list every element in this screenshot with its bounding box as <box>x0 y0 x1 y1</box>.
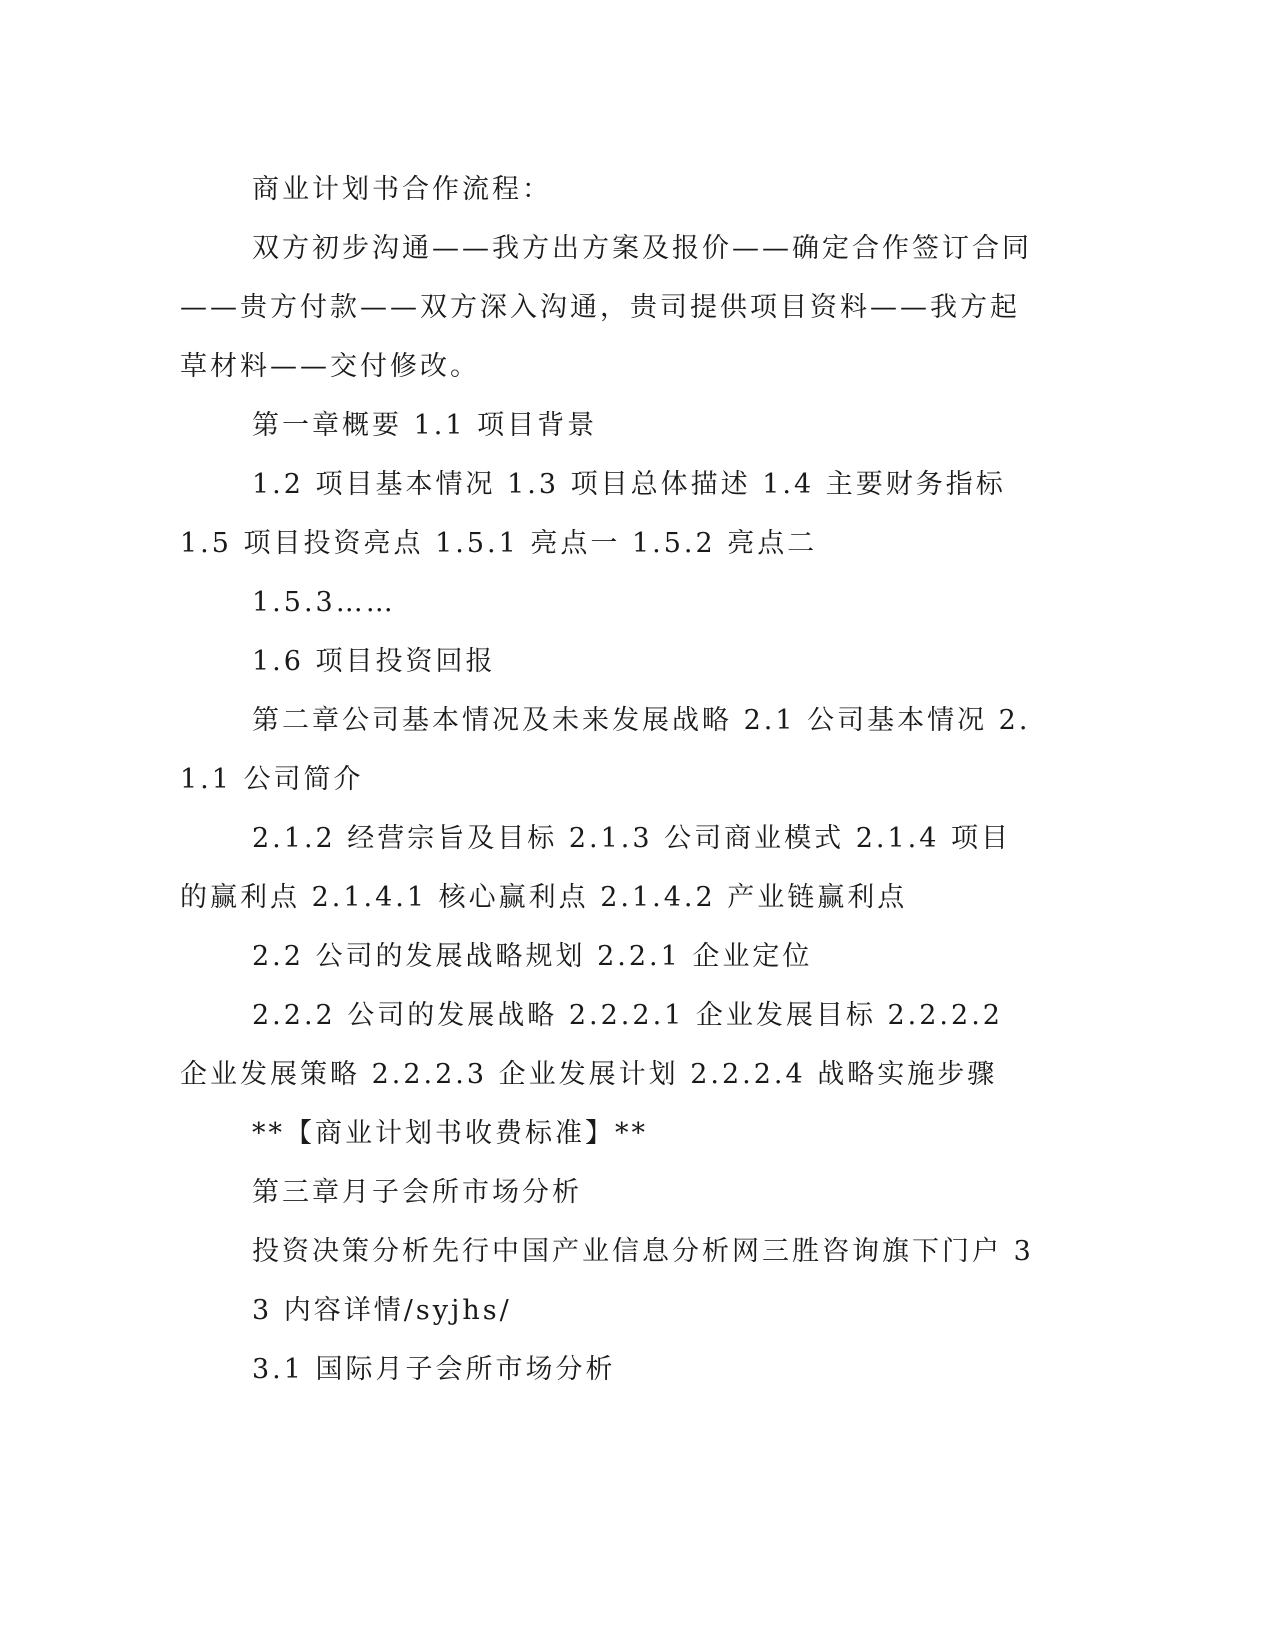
cooperation-process-steps: 双方初步沟通——我方出方案及报价——确定合作签订合同——贵方付款——双方深入沟通，贵司提供项目资料——我方起草材料——交付修改。 <box>180 233 1032 382</box>
chapter-1-sections: 1.2 项目基本情况 1.3 项目总体描述 1.4 主要财务指标 1.5 项目投资亮点 1.5.1 亮点一 1.5.2 亮点二 <box>180 469 1006 559</box>
chapter-2-sections: 2.1.2 经营宗旨及目标 2.1.3 公司商业模式 2.1.4 项目的赢利点 2.1.4.1 核心赢利点 2.1.4.2 产业链赢利点 <box>180 823 1012 913</box>
section-3-1: 3.1 国际月子会所市场分析 <box>252 1354 616 1385</box>
chapter-3-heading: 第三章月子会所市场分析 <box>252 1177 582 1208</box>
content-details-link: 3 内容详情/syjhs/ <box>252 1295 512 1326</box>
section-1-6: 1.6 项目投资回报 <box>252 646 496 677</box>
section-1-5-3: 1.5.3…… <box>252 587 396 618</box>
section-2-2: 2.2 公司的发展战略规划 2.2.1 企业定位 <box>252 941 813 972</box>
fee-standard-note: **【商业计划书收费标准】** <box>252 1118 648 1149</box>
section-2-2-2: 2.2.2 公司的发展战略 2.2.2.1 企业发展目标 2.2.2.2 企业发展策略 2.2.2.3 企业发展计划 2.2.2.4 战略实施步骤 <box>180 1000 1003 1090</box>
source-note: 投资决策分析先行中国产业信息分析网三胜咨询旗下门户 3 <box>252 1236 1034 1267</box>
chapter-2-heading: 第二章公司基本情况及未来发展战略 2.1 公司基本情况 2.1.1 公司简介 <box>180 705 1031 795</box>
document-body <box>180 160 1040 1399</box>
cooperation-process-heading: 商业计划书合作流程： <box>252 174 552 205</box>
chapter-1-heading: 第一章概要 1.1 项目背景 <box>252 410 598 441</box>
